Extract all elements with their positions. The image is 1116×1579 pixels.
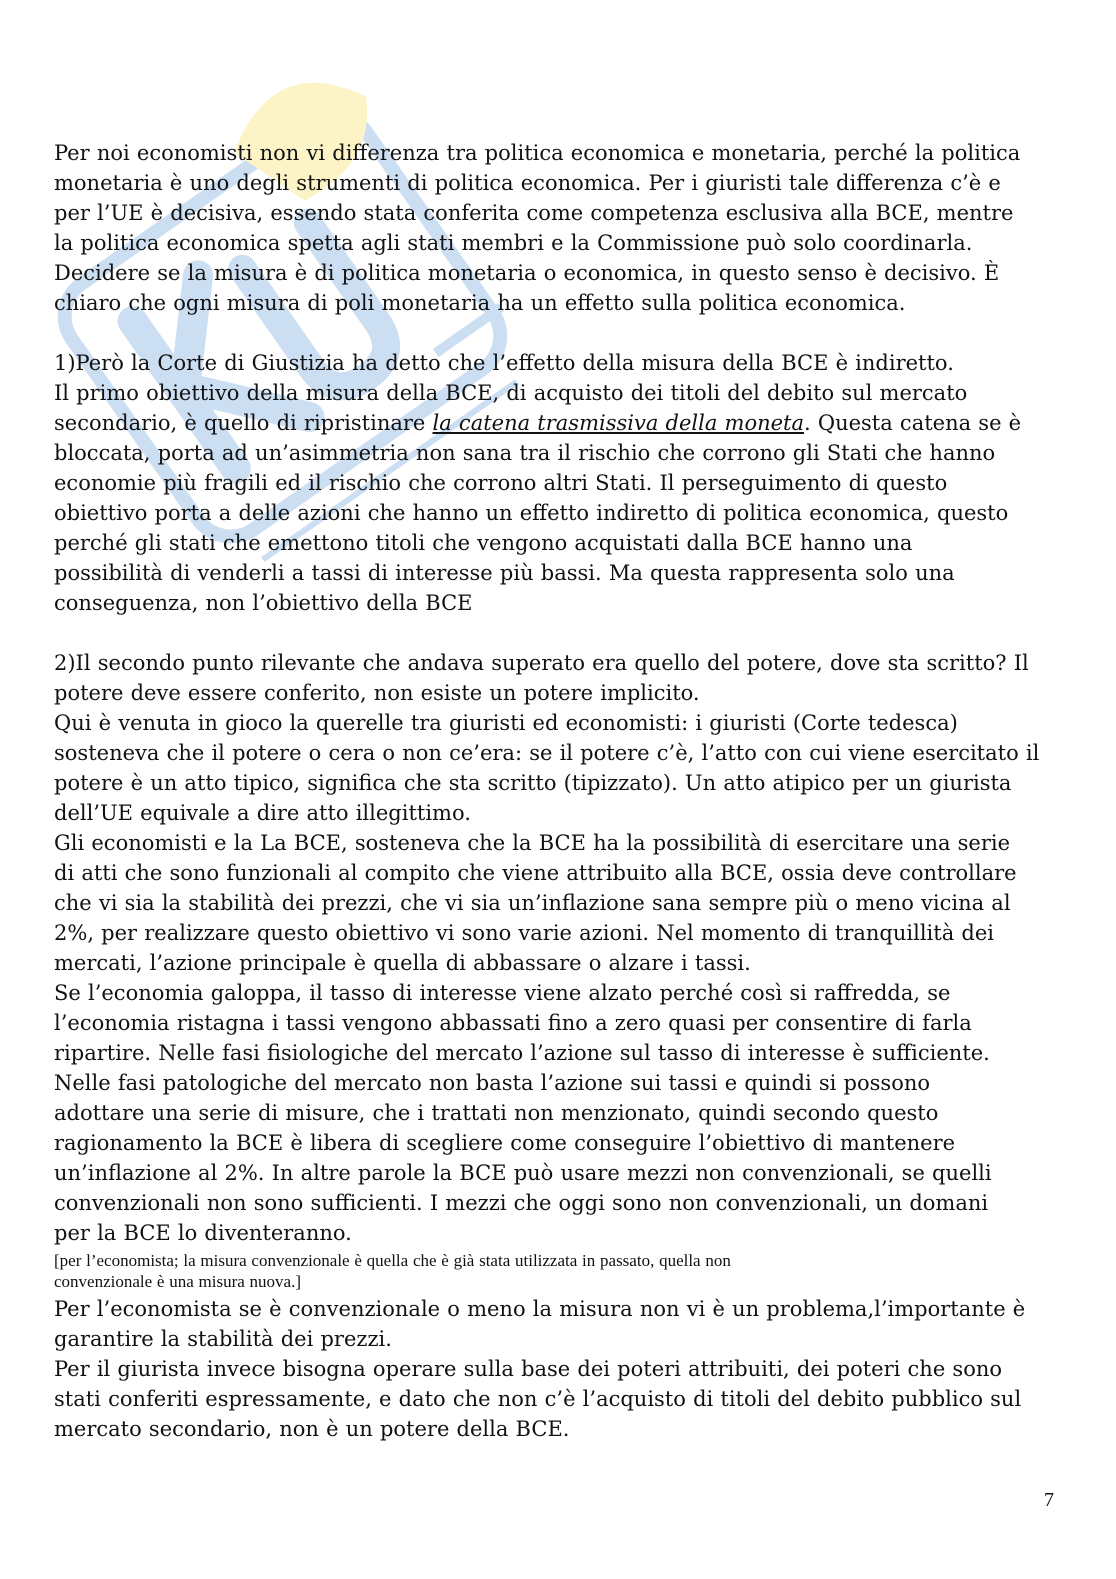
closing-line: stati conferiti espressamente, e dato che non c’è l’acquisto di titoli del debito pubblico sul <box>54 1387 1022 1411</box>
p3-line: l’economia ristagna i tassi vengono abbassati fino a zero quasi per consentire di farla <box>54 1011 972 1035</box>
p3-line: Qui è venuta in gioco la querelle tra giuristi ed economisti: i giuristi (Corte tedesca) <box>54 711 958 735</box>
p3-line: Se l’economia galoppa, il tasso di interesse viene alzato perché così si raffredda, se <box>54 981 951 1005</box>
p3-line: sosteneva che il potere o cera o non ce’era: se il potere c’è, l’atto con cui viene esercitato il <box>54 741 1040 765</box>
p2-line: Il primo obiettivo della misura della BCE, di acquisto dei titoli del debito sul mercato <box>54 381 968 405</box>
note-line: convenzionale è una misura nuova.] <box>54 1272 301 1291</box>
p2-line: bloccata, porta ad un’asimmetria non sana tra il rischio che corrono gli Stati che hanno <box>54 441 996 465</box>
paragraph-3 <box>54 648 1062 1248</box>
p3-line: convenzionali non sono sufficienti. I mezzi che oggi sono non convenzionali, un domani <box>54 1191 989 1215</box>
p2-line: 1)Però la Corte di Giustizia ha detto che l’effetto della misura della BCE è indiretto. <box>54 351 954 375</box>
p1-line: la politica economica spetta agli stati membri e la Commissione può solo coordinarla. <box>54 231 973 255</box>
p3-line: Nelle fasi patologiche del mercato non basta l’azione sui tassi e quindi si possono <box>54 1071 931 1095</box>
paragraph-gap <box>54 318 1062 348</box>
p2-line-start: secondario, è quello di ripristinare <box>54 411 433 435</box>
p3-line: di atti che sono funzionali al compito che viene attribuito alla BCE, ossia deve controllare <box>54 861 1017 885</box>
p1-line: Decidere se la misura è di politica monetaria o economica, in questo senso è decisivo. È <box>54 261 1000 285</box>
p2-line: possibilità di venderli a tassi di interesse più bassi. Ma questa rappresenta solo una <box>54 561 955 585</box>
closing-line: mercato secondario, non è un potere della BCE. <box>54 1417 570 1441</box>
p3-line: che vi sia la stabilità dei prezzi, che vi sia un’inflazione sana sempre più o meno vicina al <box>54 891 1011 915</box>
p3-line: ripartire. Nelle fasi fisiologiche del mercato l’azione sul tasso di interesse è sufficiente. <box>54 1041 990 1065</box>
paragraph-gap <box>54 618 1062 648</box>
closing-line: Per il giurista invece bisogna operare sulla base dei poteri attribuiti, dei poteri che sono <box>54 1357 1003 1381</box>
p2-line: conseguenza, non l’obiettivo della BCE <box>54 591 473 615</box>
p3-line: un’inflazione al 2%. In altre parole la BCE può usare mezzi non convenzionali, se quelli <box>54 1161 992 1185</box>
p3-line: mercati, l’azione principale è quella di abbassare o alzare i tassi. <box>54 951 751 975</box>
p3-line: dell’UE equivale a dire atto illegittimo. <box>54 801 471 825</box>
p3-line: 2)Il secondo punto rilevante che andava superato era quello del potere, dove sta scritto? Il <box>54 651 1029 675</box>
p3-line: ragionamento la BCE è libera di scegliere come conseguire l’obiettivo di mantenere <box>54 1131 956 1155</box>
note-line: [per l’economista; la misura convenzionale è quella che è già stata utilizzata in passato, quella non <box>54 1251 731 1270</box>
closing-line: Per l’economista se è convenzionale o meno la misura non vi è un problema,l’importante è <box>54 1297 1026 1321</box>
p3-line: 2%, per realizzare questo obiettivo vi sono varie azioni. Nel momento di tranquillità dei <box>54 921 994 945</box>
p2-line-end: . Questa catena se è <box>804 411 1022 435</box>
p1-line: monetaria è uno degli strumenti di politica economica. Per i giuristi tale differenza c’è e <box>54 171 1001 195</box>
document-body <box>54 138 1062 1444</box>
p2-line: perché gli stati che emettono titoli che vengono acquistati dalla BCE hanno una <box>54 531 913 555</box>
p1-line: per l’UE è decisiva, essendo stata conferita come competenza esclusiva alla BCE, mentre <box>54 201 1014 225</box>
p3-line: adottare una serie di misure, che i trattati non menzionato, quindi secondo questo <box>54 1101 939 1125</box>
p1-line: Per noi economisti non vi differenza tra politica economica e monetaria, perché la politica <box>54 141 1021 165</box>
p2-line: obiettivo porta a delle azioni che hanno un effetto indiretto di politica economica, questo <box>54 501 1009 525</box>
p3-line: potere deve essere conferito, non esiste un potere implicito. <box>54 681 700 705</box>
bracketed-note <box>54 1250 1062 1292</box>
closing-paragraph <box>54 1294 1062 1444</box>
page-number: 7 <box>1044 1489 1054 1511</box>
closing-line: garantire la stabilità dei prezzi. <box>54 1327 392 1351</box>
p3-line: per la BCE lo diventeranno. <box>54 1221 352 1245</box>
p1-line: chiaro che ogni misura di poli monetaria ha un effetto sulla politica economica. <box>54 291 906 315</box>
p3-line: potere è un atto tipico, significa che sta scritto (tipizzato). Un atto atipico per un giurista <box>54 771 1012 795</box>
p2-line: economie più fragili ed il rischio che corrono altri Stati. Il perseguimento di questo <box>54 471 948 495</box>
emphasized-phrase: la catena trasmissiva della moneta <box>432 411 804 435</box>
paragraph-1 <box>54 138 1062 318</box>
paragraph-2 <box>54 348 1062 618</box>
p3-line: Gli economisti e la La BCE, sosteneva che la BCE ha la possibilità di esercitare una serie <box>54 831 1011 855</box>
